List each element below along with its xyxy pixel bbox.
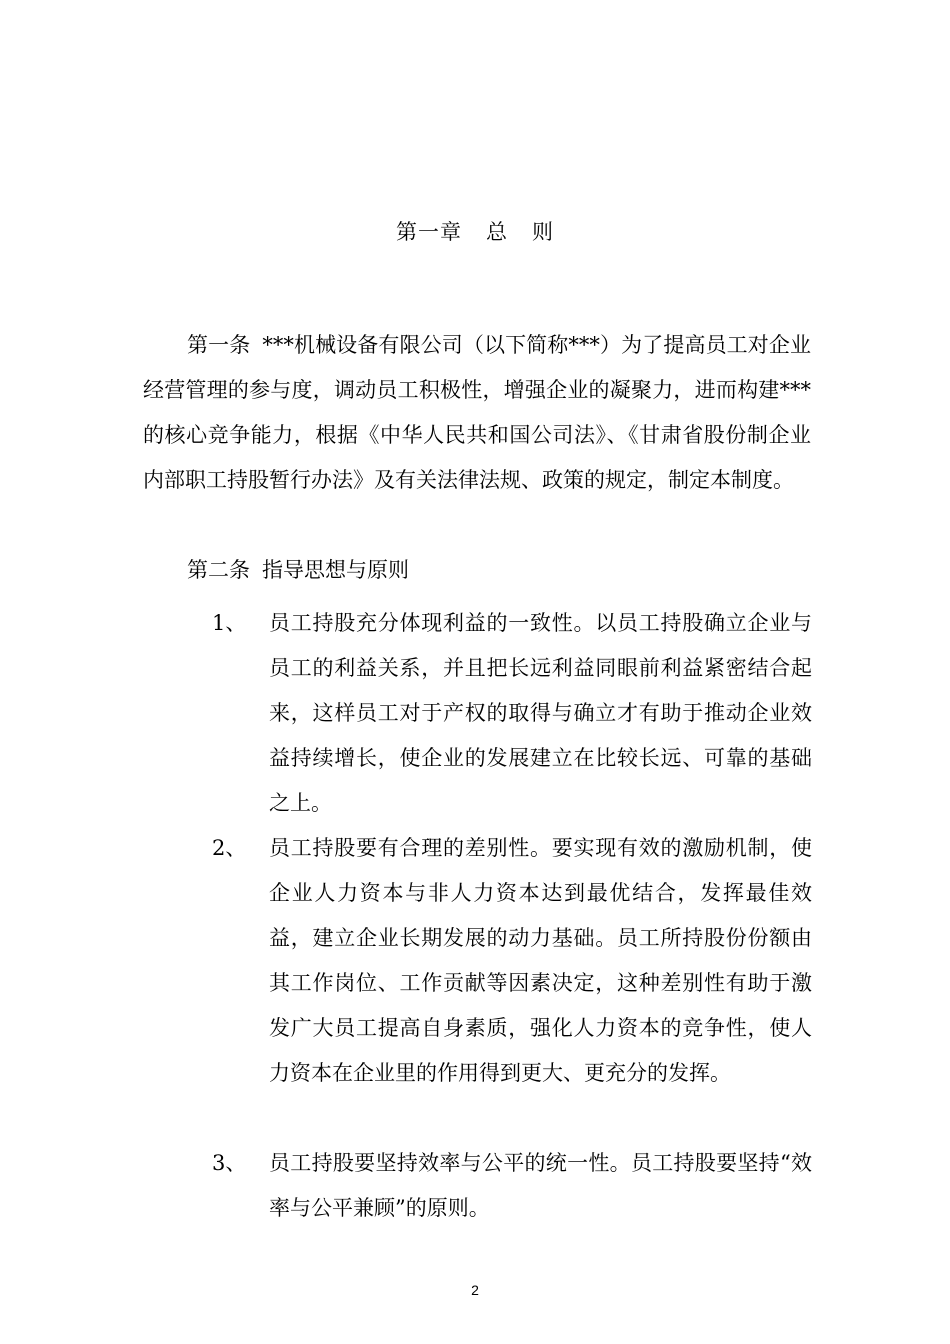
- article-1-text: ***机械设备有限公司（以下简称***）为了提高员工对企业经营管理的参与度，调动员工积极性，增强企业的凝聚力，进而构建***的核心竞争能力，根据《中华人民共和国公司法》、《甘肃省股份制企业内部职工持股暂行办法》及有关法律法规、政策的规定，制定本制度。: [143, 333, 812, 492]
- chapter-label: 第一章: [396, 220, 462, 244]
- article-1: [143, 323, 811, 503]
- article-2-title: 指导思想与原则: [262, 558, 409, 582]
- principle-item-1-number: 1、: [212, 611, 247, 635]
- article-2-number: 第二条: [187, 558, 250, 582]
- chapter-name-1: 总: [486, 220, 508, 244]
- principle-item-3-text: 员工持股要坚持效率与公平的统一性。员工持股要坚持“效率与公平兼顾”的原则。: [269, 1151, 812, 1220]
- principle-item-2-text: 员工持股要有合理的差别性。要实现有效的激励机制，使企业人力资本与非人力资本达到最优结合，发挥最佳效益，建立企业长期发展的动力基础。员工所持股份份额由其工作岗位、工作贡献等因素决定，这种差别性有助于激发广大员工提高自身素质，强化人力资本的竞争性，使人力资本在企业里的作用得到更大、更充分的发挥。: [269, 836, 812, 1085]
- article-1-number: 第一条: [187, 333, 251, 357]
- chapter-title: [0, 216, 950, 248]
- chapter-name-2: 则: [532, 220, 554, 244]
- article-2-heading: [143, 548, 811, 593]
- principle-item-3-number: 3、: [212, 1151, 247, 1175]
- page-number: 2: [471, 1282, 479, 1298]
- principle-item-1-text: 员工持股充分体现利益的一致性。以员工持股确立企业与员工的利益关系，并且把长远利益同眼前利益紧密结合起来，这样员工对于产权的取得与确立才有助于推动企业效益持续增长，使企业的发展建立在比较长远、可靠的基础之上。: [269, 611, 812, 815]
- principle-item-2-number: 2、: [212, 836, 247, 860]
